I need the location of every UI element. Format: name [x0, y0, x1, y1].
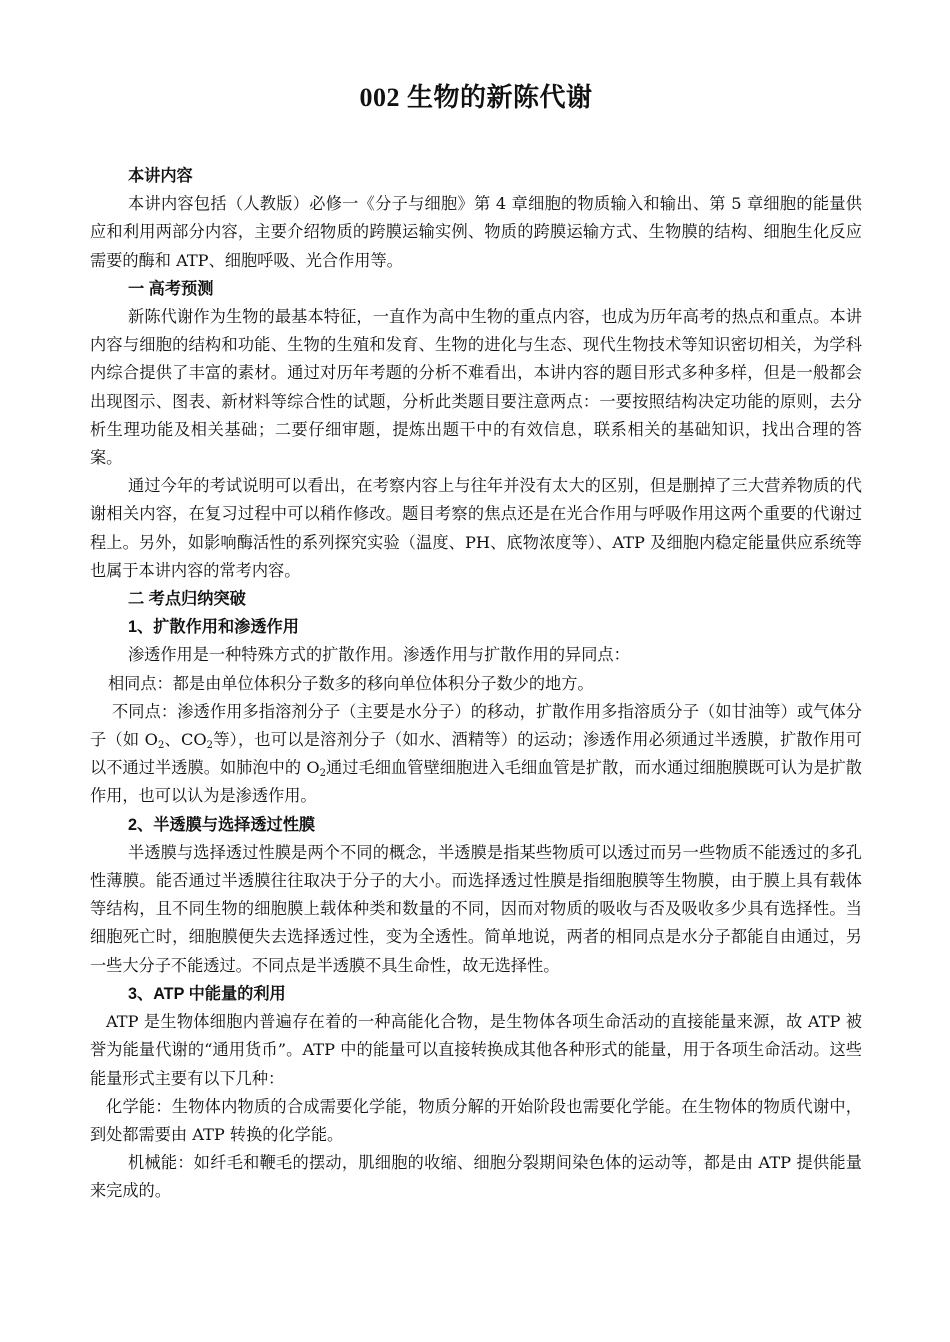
para3-text-a: 不同点：渗透作用多指溶剂分子（主要是水分子）的移动，扩散作用多指溶质分子（如甘油等）或气体分子（如 O [90, 701, 862, 750]
subsection1-paragraph-2: 相同点：都是由单位体积分子数多的移向单位体积分子数少的地方。 [108, 673, 594, 693]
para3-text-b: 、CO [164, 730, 207, 750]
subscript-2: 2 [319, 768, 326, 780]
subsection3-paragraph-3: 机械能：如纤毛和鞭毛的摆动，肌细胞的收缩、细胞分裂期间染色体的运动等，都是由 ATP 提供能量来完成的。 [90, 1153, 862, 1201]
para3-text-d: 通过毛细血管壁细胞进入毛细血管是扩散，而水通过细胞膜既可认为是扩散作用，也可以认为是渗透作用。 [90, 758, 862, 806]
section1-heading: 一 高考预测 [128, 279, 214, 298]
subsection3-paragraph-2: 化学能：生物体内物质的合成需要化学能，物质分解的开始阶段也需要化学能。在生物体的物质代谢中，到处都需要由 ATP 转换的化学能。 [90, 1096, 862, 1144]
subsection2-paragraph-1: 半透膜与选择透过性膜是两个不同的概念，半透膜是指某些物质可以透过而另一些物质不能透过的多孔性薄膜。能否通过半透膜往往取决于分子的大小。而选择透过性膜是指细胞膜等生物膜，由于膜上具有载体等结构，且不同生物的细胞膜上载体种类和数量的不同，因而对物质的吸收与否及吸收多少具有选择性。当细胞死亡时，细胞膜便失去选择透过性，变为全透性。简单地说，两者的相同点是水分子都能自由通过，另一些大分子不能透过。不同点是半透膜不具生命性，故无选择性。 [90, 842, 862, 975]
section2-heading: 二 考点归纳突破 [128, 590, 246, 609]
subscript-2: 2 [206, 740, 214, 752]
intro-heading: 本讲内容 [128, 167, 193, 185]
section1-paragraph-2: 通过今年的考试说明可以看出，在考察内容上与往年并没有太大的区别，但是删掉了三大营养物质的代谢相关内容，在复习过程中可以稍作修改。题目考察的焦点还是在光合作用与呼吸作用这两个重要的代谢过程上。另外，如影响酶活性的系列探究实验（温度、PH、底物浓度等）、ATP 及细胞内稳定能量供应系统等也属于本讲内容的常考内容。 [90, 476, 862, 580]
para3-text-c: 等），也可以是溶剂分子（如水、酒精等）的运动；渗透作用必须通过半透膜，扩散作用可以不通过半透膜。如肺泡中的 O [90, 730, 862, 778]
subsection3-paragraph-1: ATP 是生物体细胞内普遍存在着的一种高能化合物，是生物体各项生命活动的直接能量来源，故 ATP 被誉为能量代谢的“通用货币”。ATP 中的能量可以直接转换成其他各种形式的能量，用于各项生命活动。这些能量形式主要有以下几种： [90, 1012, 862, 1088]
subsection1-paragraph-1: 渗透作用是一种特殊方式的扩散作用。渗透作用与扩散作用的异同点： [128, 645, 630, 665]
subsection1-heading: 1、扩散作用和渗透作用 [128, 618, 299, 637]
subsection1-paragraph-3 [90, 698, 862, 811]
intro-paragraph: 本讲内容包括（人教版）必修一《分子与细胞》第 4 章细胞的物质输入和输出、第 5 章细胞的能量供应和利用两部分内容，主要介绍物质的跨膜运输实例、物质的跨膜运输方式、生物膜的结构、细胞生化反应需要的酶和 ATP、细胞呼吸、光合作用等。 [90, 194, 862, 270]
subsection2-heading: 2、半透膜与选择透过性膜 [128, 815, 316, 834]
subsection3-heading: 3、ATP 中能量的利用 [128, 984, 286, 1003]
document-page [90, 78, 862, 1206]
page-title: 002 生物的新陈代谢 [359, 83, 593, 112]
section1-paragraph-1: 新陈代谢作为生物的最基本特征，一直作为高中生物的重点内容，也成为历年高考的热点和重点。本讲内容与细胞的结构和功能、生物的生殖和发育、生物的进化与生态、现代生物技术等知识密切相关，为学科内综合提供了丰富的素材。通过对历年考题的分析不难看出，本讲内容的题目形式多种多样，但是一般都会出现图示、图表、新材料等综合性的试题，分析此类题目要注意两点：一要按照结构决定功能的原则，去分析生理功能及相关基础；二要仔细审题，提炼出题干中的有效信息，联系相关的基础知识，找出合理的答案。 [90, 307, 862, 468]
subscript-2: 2 [157, 740, 165, 752]
